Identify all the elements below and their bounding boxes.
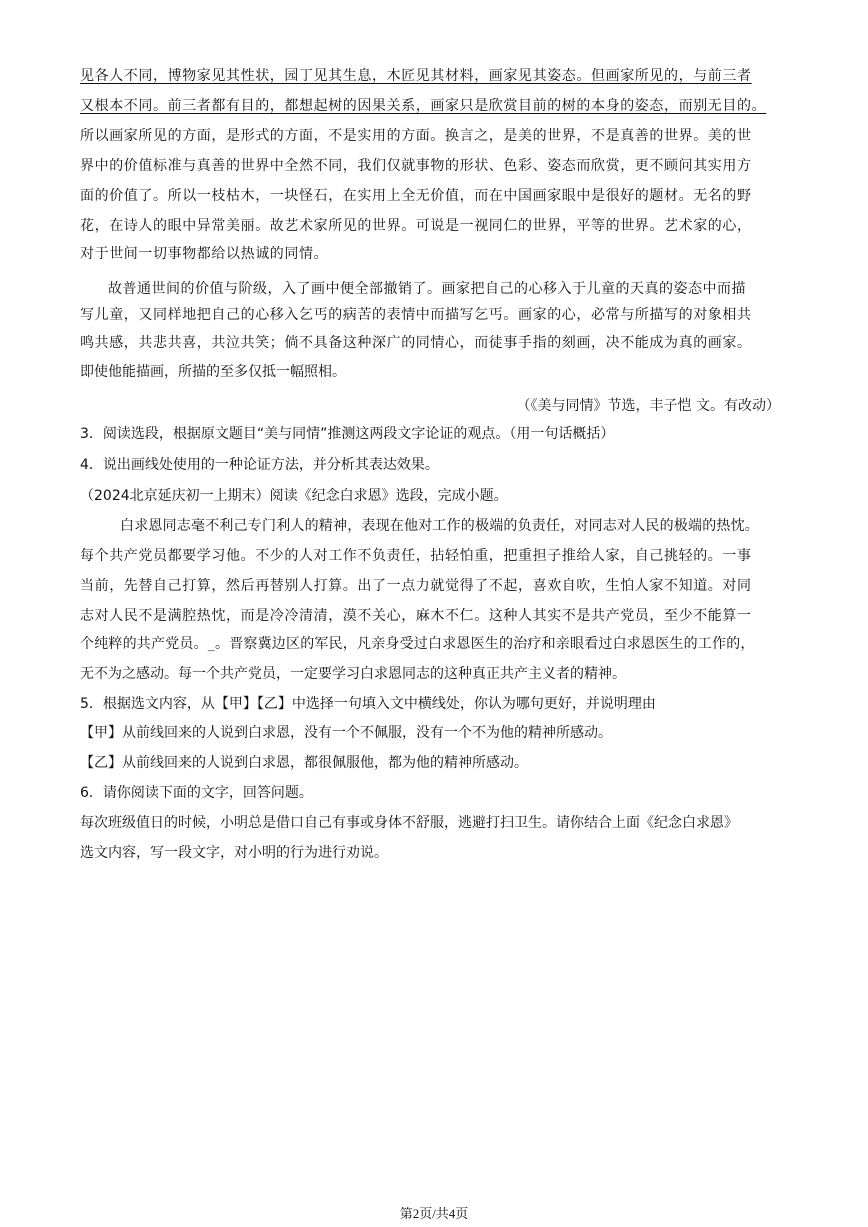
passage1-source: （《美与同情》节选，丰子恺 文。有改动） — [516, 398, 780, 414]
passage2-line-5: 个纯粹的共产党员。_。晋察冀边区的军民，凡亲身受过白求恩医生的治疗和亲眼看过白求恩医生的工作的， — [80, 636, 755, 652]
question-6-prompt-line-1: 每次班级值日的时候，小明总是借口自己有事或身体不舒服，逃避打扫卫生。请你结合上面《纪念白求恩》 — [80, 815, 738, 831]
passage1-line-6: 花，在诗人的眼中异常美丽。故艺术家所见的世界。可说是一视同仁的世界，平等的世界。艺术家的心， — [80, 218, 752, 234]
passage1-line-11: 即使他能描画，所描的至多仅抵一幅照相。 — [80, 364, 346, 380]
option-yi: 【乙】从前线回来的人说到白求恩，都很佩服他，都为他的精神所感动。 — [80, 755, 528, 771]
passage1-line-8: 故普通世间的价值与阶级，入了画中便全部撤销了。画家把自己的心移入于儿童的天真的姿态中而描 — [108, 281, 746, 297]
passage1-line-5: 面的价值了。所以一枝枯木，一块怪石，在实用上全无价值，而在中国画家眼中是很好的题材。无名的野 — [80, 188, 752, 204]
passage1-line-3: 所以画家所见的方面，是形式的方面，不是实用的方面。换言之，是美的世界，不是真善的世界。美的世 — [80, 128, 752, 144]
question-4: 4．说出画线处使用的一种论证方法，并分析其表达效果。 — [80, 457, 439, 473]
question-6: 6．请你阅读下面的文字，回答问题。 — [80, 785, 313, 801]
passage2-line-4: 志对人民不是满腔热忱，而是冷冷清清，漠不关心，麻木不仁。这种人其实不是共产党员，至少不能算一 — [80, 608, 752, 624]
section-intro: （2024北京延庆初一上期末）阅读《纪念白求恩》选段，完成小题。 — [80, 488, 508, 504]
passage1-line-1: 见各人不同，博物家见其性状，园丁见其生息，木匠见其材料，画家见其姿态。但画家所见的，与前三者 — [80, 68, 752, 84]
option-jia: 【甲】从前线回来的人说到白求恩，没有一个不佩服，没有一个不为他的精神所感动。 — [80, 725, 612, 741]
passage2-line-1: 白求恩同志毫不利己专门利人的精神，表现在他对工作的极端的负责任，对同志对人民的极端的热忱。 — [120, 518, 759, 534]
question-6-prompt-line-2: 选文内容，写一段文字，对小明的行为进行劝说。 — [80, 845, 388, 861]
passage2-line-2: 每个共产党员都要学习他。不少的人对工作不负责任，拈轻怕重，把重担子推给人家，自己挑轻的。一事 — [80, 548, 752, 564]
passage1-line-4: 界中的价值标准与真善的世界中全然不同，我们仅就事物的形状、色彩、姿态而欣赏，更不顾问其实用方 — [80, 158, 752, 174]
passage1-line-9: 写儿童，又同样地把自己的心移入乞丐的病苦的表情中而描写乞丐。画家的心，必常与所描写的对象相共 — [80, 307, 752, 323]
passage2-line-6: 无不为之感动。每一个共产党员，一定要学习白求恩同志的这种真正共产主义者的精神。 — [80, 666, 626, 682]
question-5: 5．根据选文内容，从【甲】【乙】中选择一句填入文中横线处，你认为哪句更好，并说明理由 — [80, 696, 656, 712]
passage1-line-10: 鸣共感，共悲共喜，共泣共笑；倘不具备这种深广的同情心，而徒事手指的刻画，决不能成为真的画家。 — [80, 335, 752, 351]
question-3: 3．阅读选段，根据原文题目“美与同情”推测这两段文字论证的观点。（用一句话概括） — [80, 426, 615, 442]
passage1-line-2: 又根本不同。前三者都有目的，都想起树的因果关系，画家只是欣赏目前的树的本身的姿态，而别无目的。 — [80, 98, 767, 114]
page-number: 第2页/共4页 — [399, 1206, 469, 1221]
passage2-line-3: 当前，先替自己打算，然后再替别人打算。出了一点力就觉得了不起，喜欢自吹，生怕人家不知道。对同 — [80, 578, 752, 594]
passage1-line-7: 对于世间一切事物都给以热诚的同情。 — [80, 246, 329, 262]
